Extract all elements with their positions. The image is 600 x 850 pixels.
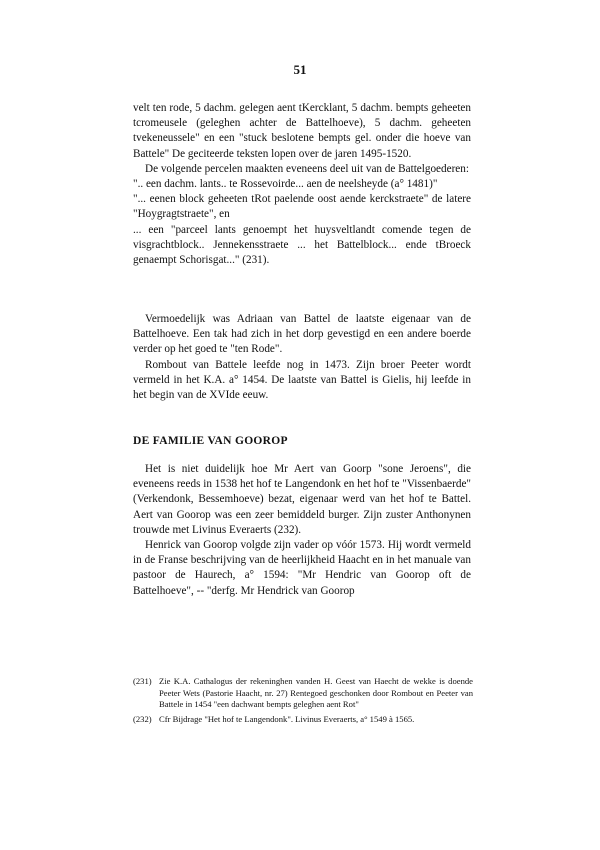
footnote-number: (232): [133, 713, 152, 724]
section-heading: DE FAMILIE VAN GOOROP: [133, 435, 288, 447]
paragraph: Rombout van Battele leefde nog in 1473. Zijn broer Peeter wordt vermeld in het K.A. a° 1454. De laatste van Battel is Gielis, hij leefde in het begin van de XVIde eeuw.: [133, 358, 471, 402]
quote-line: ".. een dachm. lants.. te Rossevoirde... aen de neelsheyde (a° 1481)": [133, 178, 438, 191]
text-block-battel-goods: [133, 101, 471, 268]
footnote: [133, 676, 473, 711]
quote-line: "... eenen block geheeten tRot paelende oost aende kerckstraete" de latere "Hoygragtstraete", en: [133, 193, 471, 221]
text-block-van-battele: [133, 312, 471, 403]
paragraph: De volgende percelen maakten eveneens deel uit van de Battelgoederen:: [145, 162, 469, 175]
text-block-van-goorop: [133, 462, 471, 599]
paragraph: Het is niet duidelijk hoe Mr Aert van Goorp "sone Jeroens", die eveneens reeds in 1538 het hof te Langendonk en het hof te "Vissenbaerde" (Verkendonk, Bessemhoeve) bezat, eigenaar werd van het hof te Battel. Aert van Goorop was een zeer bemiddeld burger. Zijn zuster Anthonynen trouwde met Livinus Everaerts (232).: [133, 463, 471, 536]
paragraph: Henrick van Goorop volgde zijn vader op vóór 1573. Hij wordt vermeld in de Franse beschrijving van de heerlijkheid Haacht en in het manuale van pastoor de Haurech, a° 1594: "Mr Hendric van Goorop oft de Battelhoeve", -- "derfg. Mr Hendrick van Goorop: [133, 539, 471, 597]
footnote-text: Cfr Bijdrage "Het hof te Langendonk". Livinus Everaerts, a° 1549 à 1565.: [159, 713, 415, 724]
quote-line: ... een "parceel lants genoempt het huysveltlandt comende tegen de visgrachtblock.. Jennekensstraete ... het Battelblock... ende tBroeck genaempt Schorisgat..." (231).: [133, 223, 471, 267]
footnote-text: Zie K.A. Cathalogus der rekeninghen vanden H. Geest van Haecht de wekke is doende Peeter Wets (Pastorie Haacht, nr. 27) Rentegoed geschonken door Rombout en Peeter van Battele in 1454 "een dachwant bempts geleghen aent Rot": [159, 676, 473, 710]
footnotes: [133, 676, 473, 728]
footnote-number: (231): [133, 676, 152, 686]
paragraph: Vermoedelijk was Adriaan van Battel de laatste eigenaar van de Battelhoeve. Een tak had zich in het dorp gevestigd en een andere boerde verder op het goed te "ten Rode".: [133, 313, 471, 356]
paragraph: velt ten rode, 5 dachm. gelegen aent tKercklant, 5 dachm. bempts geheeten tcromeusele (geleghen achter de Battelhoeve), 5 dachm. geheeten tvekeneussele" en een "stuck beslotene bempts gel. onder die hoeve van Battele" De geciteerde teksten lopen over de jaren 1495-1520.: [133, 102, 471, 160]
footnote: [133, 714, 473, 726]
page-number: 51: [293, 62, 307, 77]
